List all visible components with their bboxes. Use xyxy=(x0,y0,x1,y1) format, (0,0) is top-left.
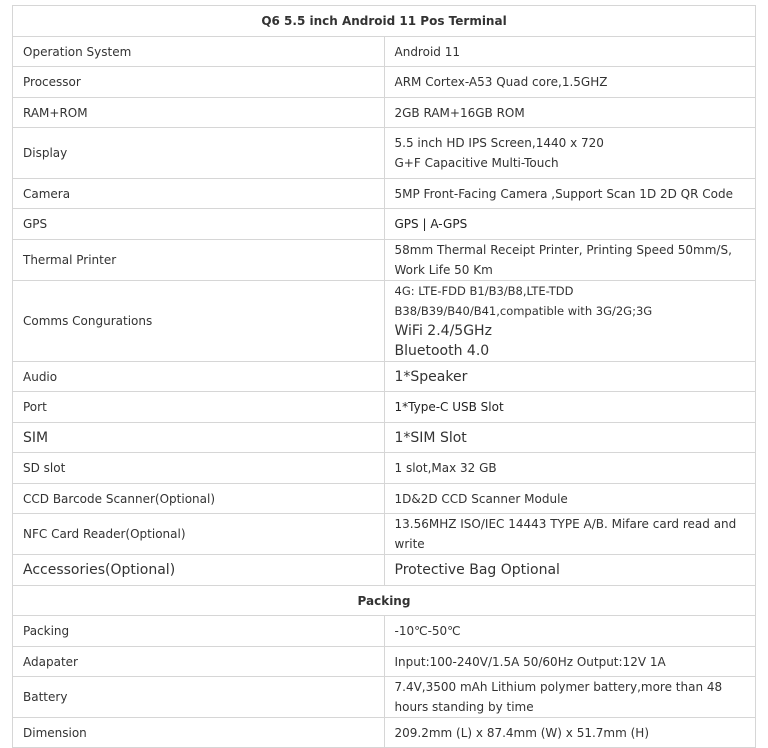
table-row xyxy=(13,179,756,209)
row-value: 1D&2D CCD Scanner Module xyxy=(384,484,756,514)
row-label: Dimension xyxy=(13,718,385,748)
table-row xyxy=(13,718,756,748)
table-title: Q6 5.5 inch Android 11 Pos Terminal xyxy=(13,6,756,37)
table-row xyxy=(13,647,756,677)
row-label: SIM xyxy=(13,423,385,453)
table-row xyxy=(13,362,756,392)
row-value: Protective Bag Optional xyxy=(384,555,756,586)
table-row xyxy=(13,555,756,586)
row-value xyxy=(384,281,756,362)
row-value-line: 5.5 inch HD IPS Screen,1440 x 720 xyxy=(394,136,604,150)
row-label: Processor xyxy=(13,67,385,98)
table-row xyxy=(13,240,756,281)
row-label: RAM+ROM xyxy=(13,98,385,128)
table-row xyxy=(13,677,756,718)
row-label: Accessories(Optional) xyxy=(13,555,385,586)
row-label: Comms Congurations xyxy=(13,281,385,362)
row-label: Camera xyxy=(13,179,385,209)
row-label: GPS xyxy=(13,209,385,240)
row-value: 209.2mm (L) x 87.4mm (W) x 51.7mm (H) xyxy=(384,718,756,748)
row-value: 1*Speaker xyxy=(384,362,756,392)
row-label: Adapater xyxy=(13,647,385,677)
table-row xyxy=(13,423,756,453)
row-label: Port xyxy=(13,392,385,423)
table-header-row xyxy=(13,6,756,37)
packing-header-row xyxy=(13,586,756,616)
row-label: Audio xyxy=(13,362,385,392)
row-value-line: Bluetooth 4.0 xyxy=(394,343,490,359)
table-row xyxy=(13,392,756,423)
table-row xyxy=(13,616,756,647)
row-value: Input:100-240V/1.5A 50/60Hz Output:12V 1A xyxy=(384,647,756,677)
row-value: Android 11 xyxy=(384,37,756,67)
spec-table xyxy=(12,5,756,748)
row-label: Packing xyxy=(13,616,385,647)
row-value xyxy=(384,128,756,179)
row-value: 1*Type-C USB Slot xyxy=(384,392,756,423)
row-value: 13.56MHZ ISO/IEC 14443 TYPE A/B. Mifare card read and write xyxy=(384,514,756,555)
row-value: -10℃-50℃ xyxy=(384,616,756,647)
row-label: Thermal Printer xyxy=(13,240,385,281)
row-label: SD slot xyxy=(13,453,385,484)
table-row xyxy=(13,67,756,98)
packing-header: Packing xyxy=(13,586,756,616)
table-row xyxy=(13,484,756,514)
table-row xyxy=(13,98,756,128)
table-row xyxy=(13,514,756,555)
table-row xyxy=(13,453,756,484)
row-label: Display xyxy=(13,128,385,179)
row-value: 7.4V,3500 mAh Lithium polymer battery,more than 48 hours standing by time xyxy=(384,677,756,718)
row-label: NFC Card Reader(Optional) xyxy=(13,514,385,555)
row-value: ARM Cortex-A53 Quad core,1.5GHZ xyxy=(384,67,756,98)
row-value-line: WiFi 2.4/5GHz xyxy=(394,323,492,339)
row-label: CCD Barcode Scanner(Optional) xyxy=(13,484,385,514)
row-value: 5MP Front-Facing Camera ,Support Scan 1D 2D QR Code xyxy=(384,179,756,209)
row-value: 1*SIM Slot xyxy=(384,423,756,453)
row-value-line: 4G: LTE-FDD B1/B3/B8,LTE-TDD B38/B39/B40/B41,compatible with 3G/2G;3G xyxy=(394,284,653,318)
table-row xyxy=(13,37,756,67)
table-row xyxy=(13,128,756,179)
row-value: 1 slot,Max 32 GB xyxy=(384,453,756,484)
table-row xyxy=(13,209,756,240)
row-label: Battery xyxy=(13,677,385,718)
table-row xyxy=(13,281,756,362)
row-label: Operation System xyxy=(13,37,385,67)
row-value-line: G+F Capacitive Multi-Touch xyxy=(394,156,559,170)
row-value: 2GB RAM+16GB ROM xyxy=(384,98,756,128)
row-value: GPS | A-GPS xyxy=(384,209,756,240)
row-value: 58mm Thermal Receipt Printer, Printing Speed 50mm/S, Work Life 50 Km xyxy=(384,240,756,281)
